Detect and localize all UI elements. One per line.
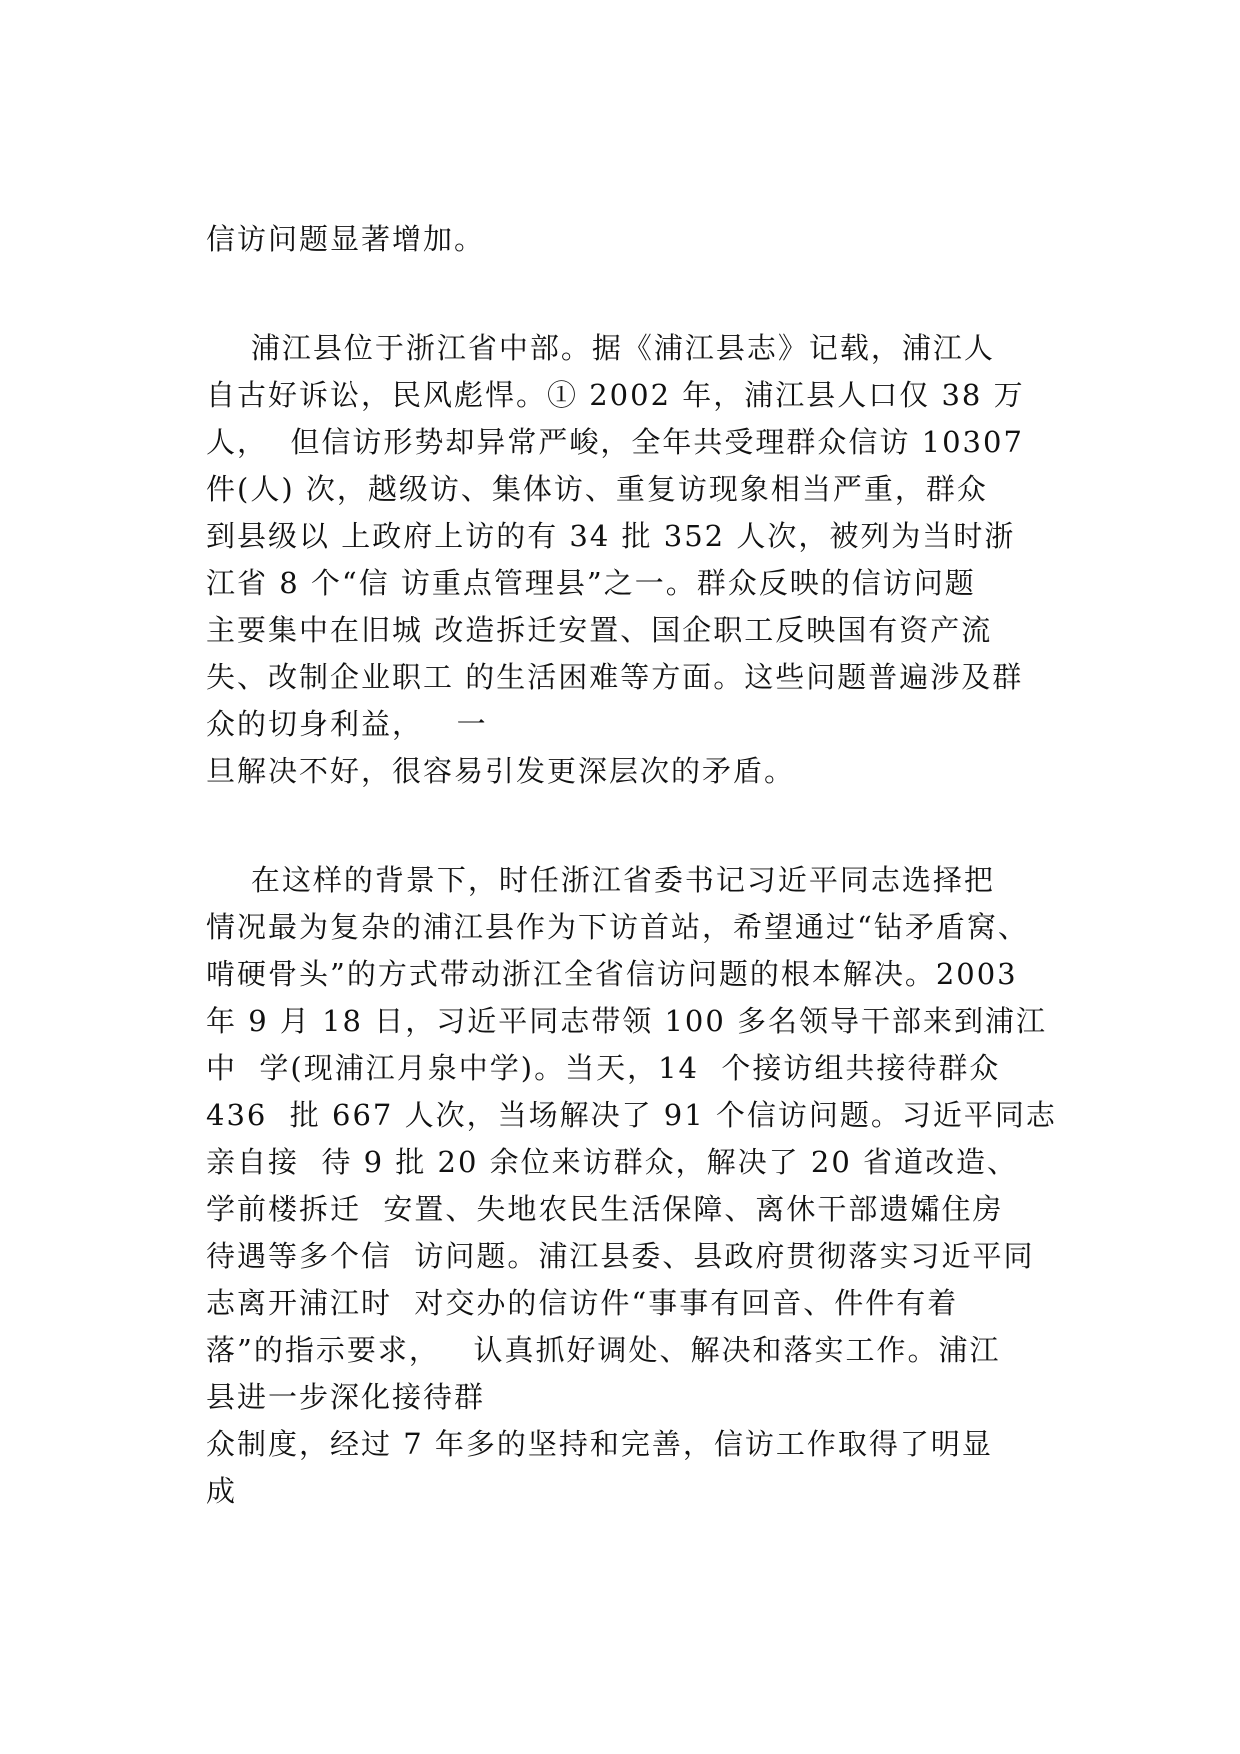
text-line: 众制度，经过 7 年多的坚持和完善，信访工作取得了明显 [206,1427,993,1461]
text-line: 件(人) 次，越级访、集体访、重复访现象相当严重，群众 [206,472,988,506]
text-line: 学前楼拆迁 安置、失地农民生活保障、离休干部遗孀住房 [206,1192,1004,1226]
paragraph-gap [206,263,1086,325]
text-line: 失、改制企业职工 的生活困难等方面。这些问题普遍涉及群 [206,660,1024,694]
text-line: 自古好诉讼，民风彪悍。① 2002 年，浦江县人口仅 38 万 [206,378,1025,412]
text-line: 县进一步深化接待群 [206,1380,486,1414]
text-line: 志离开浦江时 对交办的信访件“事事有回音、件件有着 [206,1286,959,1320]
text-line: 中 学(现浦江月泉中学)。当天，14 个接访组共接待群众 [206,1051,1001,1085]
text-line: 啃硬骨头”的方式带动浙江全省信访问题的根本解决。2003 [206,957,1018,991]
body-text [206,216,1086,1515]
text-line: 落”的指示要求， 认真抓好调处、解决和落实工作。浦江 [206,1333,1001,1367]
text-line: 情况最为复杂的浦江县作为下访首站，希望通过“钻矛盾窝、 [206,910,1029,944]
text-line: 成 [206,1474,238,1508]
text-line: 信访问题显著增加。 [206,222,486,256]
text-line: 主要集中在旧城 改造拆迁安置、国企职工反映国有资产流 [206,613,993,647]
text-line: 人， 但信访形势却异常严峻，全年共受理群众信访 10307 [206,425,1024,459]
text-line: 436 批 667 人次，当场解决了 91 个信访问题。习近平同志 [206,1098,1057,1132]
text-line: 众的切身利益， 一 [206,707,488,741]
text-line: 旦解决不好，很容易引发更深层次的矛盾。 [206,754,796,788]
text-line: 待遇等多个信 访问题。浦江县委、县政府贯彻落实习近平同 [206,1239,1035,1273]
text-line: 江省 8 个“信 访重点管理县”之一。群众反映的信访问题 [206,566,976,600]
paragraph-gap [206,795,1086,857]
text-line: 到县级以 上政府上访的有 34 批 352 人次，被列为当时浙 [206,519,1016,553]
text-line: 年 9 月 18 日，习近平同志带领 100 多名领导干部来到浦江 [206,1004,1048,1038]
text-line: 亲自接 待 9 批 20 余位来访群众，解决了 20 省道改造、 [206,1145,1019,1179]
text-line: 在这样的背景下，时任浙江省委书记习近平同志选择把 [206,863,995,897]
text-line: 浦江县位于浙江省中部。据《浦江县志》记载，浦江人 [206,331,995,365]
